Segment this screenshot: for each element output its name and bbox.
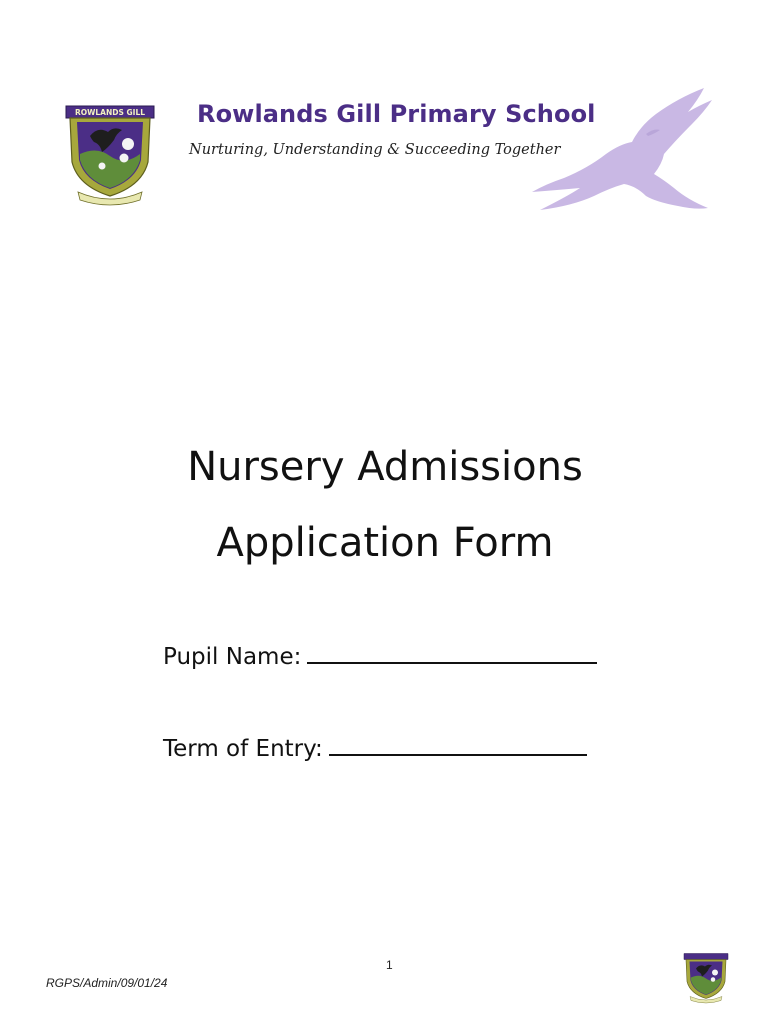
- pupil-name-label: Pupil Name:: [163, 644, 302, 670]
- letterhead: [0, 0, 770, 240]
- page-number: 1: [386, 958, 393, 972]
- term-of-entry-label: Term of Entry:: [163, 736, 323, 762]
- term-of-entry-blank-line: [329, 732, 587, 756]
- form-title-line-2: Application Form: [216, 520, 554, 566]
- pupil-name-blank-line: [307, 640, 597, 664]
- document-reference: RGPS/Admin/09/01/24: [46, 976, 168, 990]
- svg-text:ROWLANDS GILL: ROWLANDS GILL: [74, 108, 146, 117]
- term-of-entry-field: [163, 732, 587, 762]
- school-crest-logo-small: [682, 948, 730, 1004]
- school-name: Rowlands Gill Primary School: [197, 100, 596, 128]
- red-kite-bird-graphic: [528, 84, 714, 216]
- school-crest-logo: [62, 96, 158, 206]
- pupil-name-field: [163, 640, 597, 670]
- form-title-line-1: Nursery Admissions: [187, 444, 583, 490]
- school-motto: Nurturing, Understanding & Succeeding Together: [189, 142, 561, 158]
